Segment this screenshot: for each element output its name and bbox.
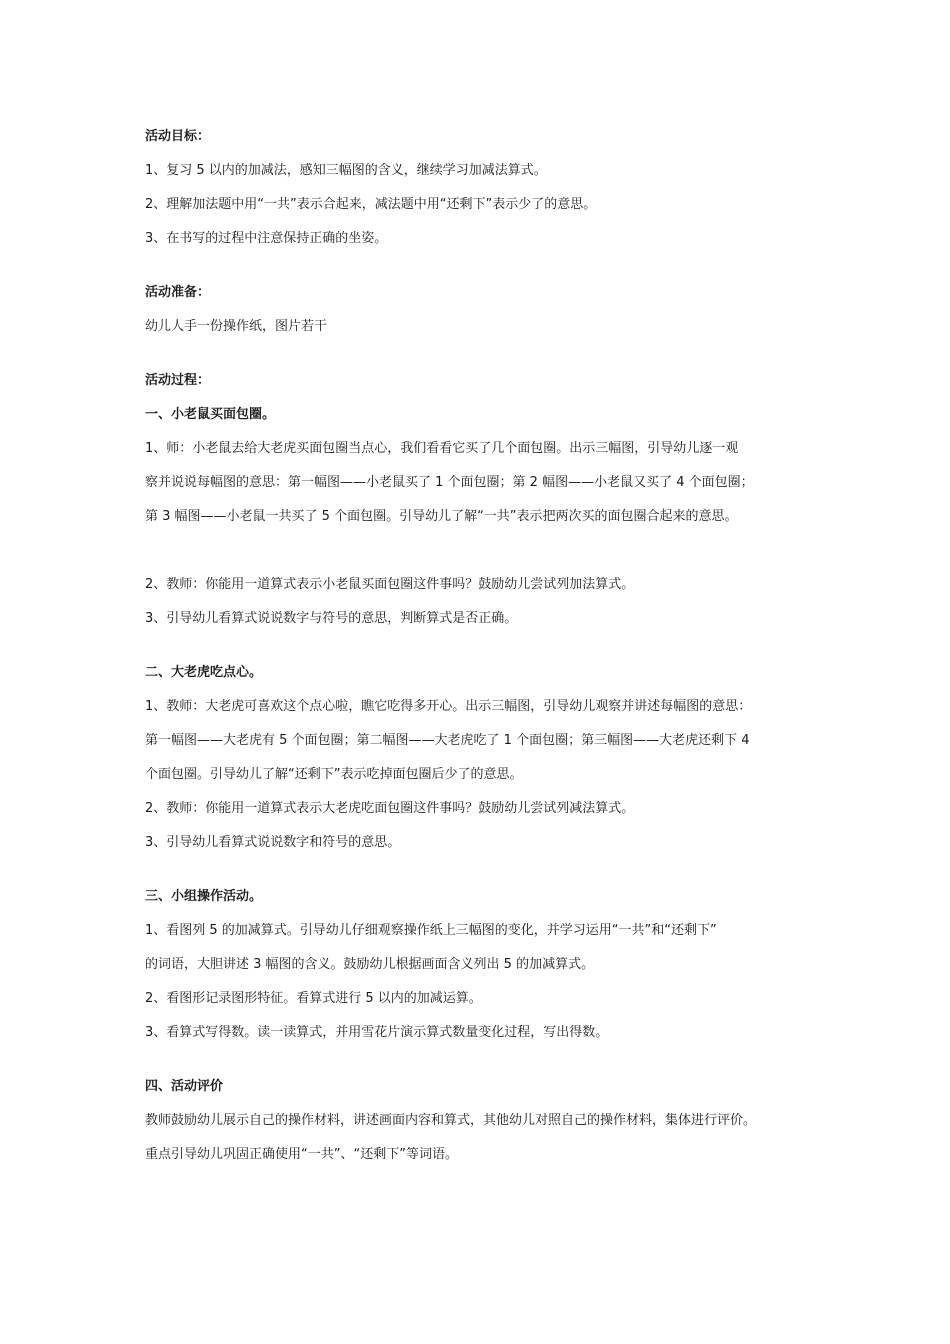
- section-3-para-1-line-2: 的词语，大胆讲述 3 幅图的含义。鼓励幼儿根据画面含义列出 5 的加减算式。: [145, 957, 595, 972]
- section-2-para-1-line-3: 个面包圈。引导幼儿了解“还剩下”表示吃掉面包圈后少了的意思。: [145, 767, 523, 782]
- goal-item-1: 1、复习 5 以内的加减法，感知三幅图的含义，继续学习加减法算式。: [145, 163, 547, 178]
- section-2-heading: 二、大老虎吃点心。: [145, 665, 263, 680]
- section-1-para-3: 3、引导幼儿看算式说说数字与符号的意思，判断算式是否正确。: [145, 611, 518, 626]
- section-1-para-1-line-3: 第 3 幅图——小老鼠一共买了 5 个面包圈。引导幼儿了解“一共”表示把两次买的面包圈合起来的意思。: [145, 509, 738, 524]
- section-3-para-3: 3、看算式写得数。读一读算式，并用雪花片演示算式数量变化过程，写出得数。: [145, 1025, 609, 1040]
- goal-item-2: 2、理解加法题中用“一共”表示合起来，减法题中用“还剩下”表示少了的意思。: [145, 197, 597, 212]
- section-2-para-1-line-2: 第一幅图——大老虎有 5 个面包圈；第二幅图——大老虎吃了 1 个面包圈；第三幅图——大老虎还剩下 4: [145, 733, 750, 748]
- section-4-para-2: 重点引导幼儿巩固正确使用“一共”、“还剩下”等词语。: [145, 1147, 458, 1162]
- section-1-para-2: 2、教师：你能用一道算式表示小老鼠买面包圈这件事吗？鼓励幼儿尝试列加法算式。: [145, 577, 635, 592]
- prep-heading: 活动准备：: [145, 285, 211, 300]
- section-4-para-1: 教师鼓励幼儿展示自己的操作材料，讲述画面内容和算式，其他幼儿对照自己的操作材料，集体进行评价。: [145, 1113, 757, 1128]
- section-1-para-1-line-2: 察并说说每幅图的意思：第一幅图——小老鼠买了 1 个面包圈；第 2 幅图——小老鼠又买了 4 个面包圈；: [145, 475, 754, 490]
- section-2-para-2: 2、教师：你能用一道算式表示大老虎吃面包圈这件事吗？鼓励幼儿尝试列减法算式。: [145, 801, 635, 816]
- section-1-para-1-line-1: 1、师：小老鼠去给大老虎买面包圈当点心，我们看看它买了几个面包圈。出示三幅图，引导幼儿逐一观: [145, 441, 739, 456]
- section-3-heading: 三、小组操作活动。: [145, 889, 263, 904]
- section-2-para-1-line-1: 1、教师：大老虎可喜欢这个点心啦，瞧它吃得多开心。出示三幅图，引导幼儿观察并讲述每幅图的意思：: [145, 699, 752, 714]
- section-4-heading: 四、活动评价: [145, 1079, 224, 1094]
- section-2-para-3: 3、引导幼儿看算式说说数字和符号的意思。: [145, 835, 401, 850]
- goal-item-3: 3、在书写的过程中注意保持正确的坐姿。: [145, 231, 388, 246]
- goal-heading: 活动目标：: [145, 129, 211, 144]
- section-1-heading: 一、小老鼠买面包圈。: [145, 407, 276, 422]
- prep-text: 幼儿人手一份操作纸，图片若干: [145, 319, 328, 334]
- process-heading: 活动过程：: [145, 373, 211, 388]
- section-3-para-2: 2、看图形记录图形特征。看算式进行 5 以内的加减运算。: [145, 991, 482, 1006]
- section-3-para-1-line-1: 1、看图列 5 的加减算式。引导幼儿仔细观察操作纸上三幅图的变化，并学习运用“一共”和“还剩下”: [145, 923, 717, 938]
